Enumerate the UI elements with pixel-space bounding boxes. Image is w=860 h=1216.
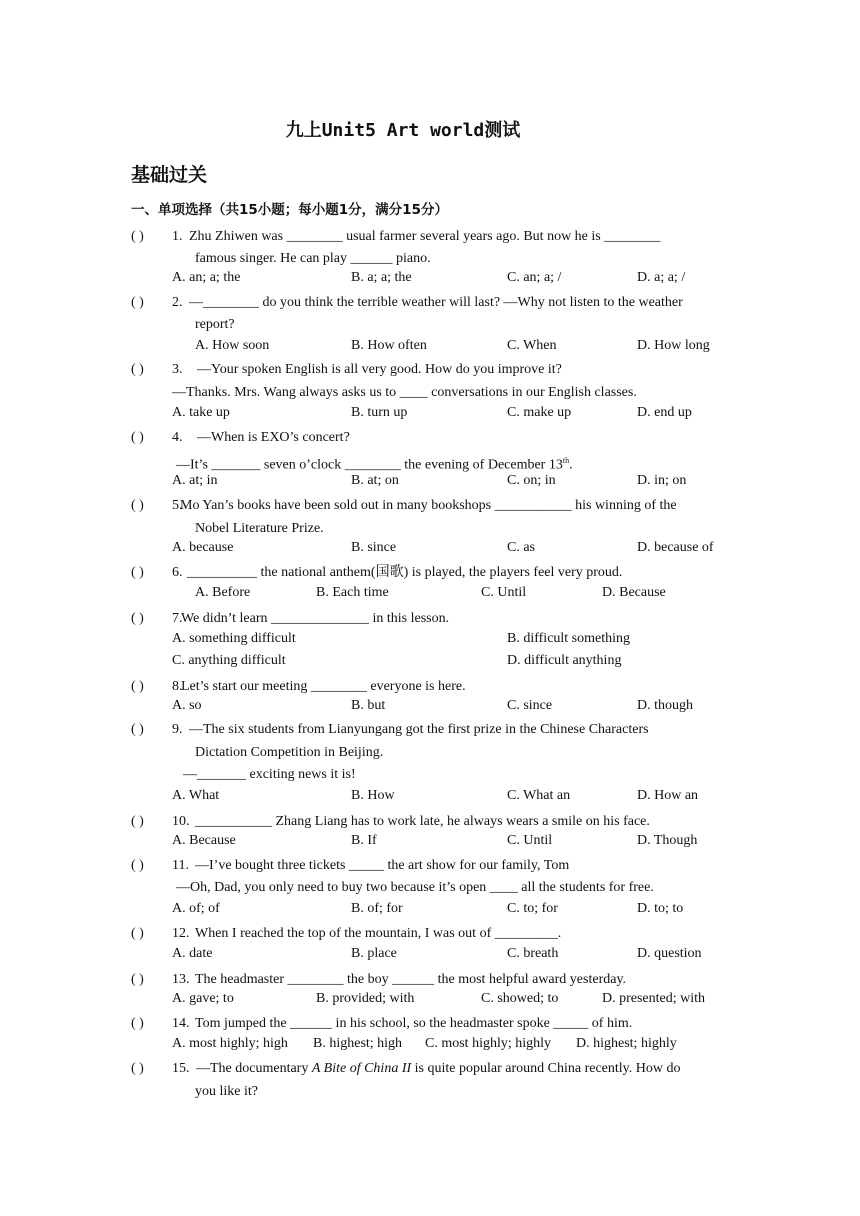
option-b[interactable]: B. difficult something [507,631,631,646]
option-c[interactable]: C. on; in [507,473,556,488]
question-stem: —When is EXO’s concert? [197,430,350,445]
question-stem: —Your spoken English is all very good. How do you improve it? [197,362,562,377]
options-7b [172,653,732,675]
option-a[interactable]: A. of; of [172,901,220,916]
option-c[interactable]: C. make up [507,405,572,420]
option-b[interactable]: B. How often [351,338,427,353]
question-stem-line2: Nobel Literature Prize. [195,521,324,536]
option-b[interactable]: B. If [351,833,377,848]
option-b[interactable]: B. Each time [316,585,389,600]
question-stem: The headmaster ________ the boy ______ the most helpful award yesterday. [195,972,627,987]
question-number: 9. [172,722,183,737]
option-a[interactable]: A. so [172,698,202,713]
answer-blank[interactable]: ( ) [131,362,144,377]
option-c[interactable]: C. What an [507,788,571,803]
option-d[interactable]: D. because of [637,540,714,555]
option-b[interactable]: B. a; a; the [351,270,412,285]
option-a[interactable]: A. most highly; high [172,1036,288,1051]
option-a[interactable]: A. date [172,946,213,961]
option-a[interactable]: A. What [172,788,220,803]
answer-blank[interactable]: ( ) [131,926,144,941]
answer-blank[interactable]: ( ) [131,814,144,829]
section-heading: 基础过关 [131,164,208,186]
option-d[interactable]: D. Because [602,585,666,600]
question-stem: Tom jumped the ______ in his school, so the headmaster spoke _____ of him. [195,1016,633,1031]
answer-blank[interactable]: ( ) [131,498,144,513]
option-c[interactable]: C. as [507,540,535,555]
question-number: 5. [172,498,183,513]
options-6 [195,585,755,607]
question-stem: When I reached the top of the mountain, I was out of _________. [195,926,562,941]
options-11 [172,901,732,923]
answer-blank[interactable]: ( ) [131,295,144,310]
question-stem: —The six students from Lianyungang got the first prize in the Chinese Characters [189,722,649,737]
question-stem-line2: Dictation Competition in Beijing. [195,745,384,760]
option-b[interactable]: B. of; for [351,901,403,916]
question-stem-line2: —Thanks. Mrs. Wang always asks us to ____ conversations in our English classes. [172,385,637,400]
option-c[interactable]: C. When [507,338,557,353]
options-13 [172,991,732,1013]
option-d[interactable]: D. How an [637,788,699,803]
option-c[interactable]: C. Until [507,833,553,848]
option-b[interactable]: B. but [351,698,386,713]
option-b[interactable]: B. How [351,788,395,803]
option-d[interactable]: D. highest; highly [576,1036,677,1051]
option-a[interactable]: A. Before [195,585,251,600]
options-2 [195,338,755,360]
option-d[interactable]: D. to; to [637,901,684,916]
option-d[interactable]: D. Though [637,833,698,848]
answer-blank[interactable]: ( ) [131,722,144,737]
question-number: 13. [172,972,190,987]
question-number: 4. [172,430,183,445]
option-d[interactable]: D. though [637,698,693,713]
answer-blank[interactable]: ( ) [131,611,144,626]
option-c[interactable]: C. to; for [507,901,558,916]
documentary-title: A Bite of China II [311,1061,412,1076]
option-b[interactable]: B. since [351,540,397,555]
option-c[interactable]: C. since [507,698,553,713]
question-number: 7. [172,611,183,626]
question-stem: —________ do you think the terrible weather will last? —Why not listen to the weather [189,295,683,310]
option-d[interactable]: D. a; a; / [637,270,686,285]
question-number: 15. [172,1061,190,1076]
option-a[interactable]: A. take up [172,405,230,420]
option-c[interactable]: C. breath [507,946,559,961]
answer-blank[interactable]: ( ) [131,430,144,445]
option-b[interactable]: B. place [351,946,397,961]
question-number: 11. [172,858,189,873]
question-stem-line3: —_______ exciting news it is! [183,767,356,782]
question-stem-line2: —Oh, Dad, you only need to buy two because it’s open ____ all the students for free. [176,880,654,895]
answer-blank[interactable]: ( ) [131,858,144,873]
options-5 [172,540,732,562]
question-stem-line2: famous singer. He can play ______ piano. [195,251,431,266]
question-stem: We didn’t learn ______________ in this lesson. [181,611,450,626]
option-c[interactable]: C. anything difficult [172,653,286,668]
options-1 [172,270,732,292]
option-b[interactable]: B. highest; high [313,1036,403,1051]
question-number: 8. [172,679,183,694]
option-b[interactable]: B. at; on [351,473,399,488]
option-b[interactable]: B. turn up [351,405,408,420]
option-c[interactable]: C. showed; to [481,991,559,1006]
question-number: 3. [172,362,183,377]
answer-blank[interactable]: ( ) [131,229,144,244]
question-number: 12. [172,926,190,941]
options-10 [172,833,732,855]
option-d[interactable]: D. question [637,946,702,961]
option-a[interactable]: A. Because [172,833,236,848]
answer-blank[interactable]: ( ) [131,1016,144,1031]
options-3 [172,405,732,427]
question-stem: Mo Yan’s books have been sold out in many bookshops ___________ his winning of the [180,498,677,513]
option-a[interactable]: A. something difficult [172,631,296,646]
question-stem-line2: report? [195,317,235,332]
option-d[interactable]: D. end up [637,405,692,420]
question-stem-line2: you like it? [195,1084,258,1099]
question-stem: Zhu Zhiwen was ________ usual farmer several years ago. But now he is ________ [189,229,661,244]
option-c[interactable]: C. most highly; highly [425,1036,552,1051]
question-stem: —I’ve bought three tickets _____ the art show for our family, Tom [195,858,570,873]
question-stem: Let’s start our meeting ________ everyone is here. [181,679,466,694]
answer-blank[interactable]: ( ) [131,1061,144,1076]
option-a[interactable]: A. because [172,540,234,555]
question-number: 10. [172,814,190,829]
options-7a [172,631,732,653]
question-stem: ___________ Zhang Liang has to work late, he always wears a smile on his face. [195,814,650,829]
section-instructions: 一、单项选择（共15小题；每小题1分，满分15分） [131,202,448,218]
option-c[interactable]: C. Until [481,585,527,600]
options-4 [172,473,732,495]
question-stem: __________ the national anthem(国歌) is played, the players feel very proud. [187,565,623,580]
options-12 [172,946,732,968]
question-number: 6. [172,565,183,580]
options-9 [172,788,732,810]
page-title: 九上Unit5 Art world测试 [285,120,521,141]
option-d[interactable]: D. How long [637,338,710,353]
question-stem: —The documentary A Bite of China II is quite popular around China recently. How do [196,1061,681,1076]
options-8 [172,698,732,720]
option-d[interactable]: D. presented; with [602,991,706,1006]
option-a[interactable]: A. gave; to [172,991,234,1006]
question-number: 2. [172,295,183,310]
question-number: 14. [172,1016,190,1031]
option-a[interactable]: A. How soon [195,338,270,353]
answer-blank[interactable]: ( ) [131,565,144,580]
option-a[interactable]: A. at; in [172,473,218,488]
option-b[interactable]: B. provided; with [316,991,415,1006]
question-number: 1. [172,229,183,244]
answer-blank[interactable]: ( ) [131,972,144,987]
option-d[interactable]: D. difficult anything [507,653,622,668]
option-d[interactable]: D. in; on [637,473,687,488]
option-a[interactable]: A. an; a; the [172,270,241,285]
options-14 [172,1036,732,1058]
option-c[interactable]: C. an; a; / [507,270,562,285]
answer-blank[interactable]: ( ) [131,679,144,694]
question-stem-line2: —It’s _______ seven o’clock ________ the evening of December 13th. [176,456,573,473]
